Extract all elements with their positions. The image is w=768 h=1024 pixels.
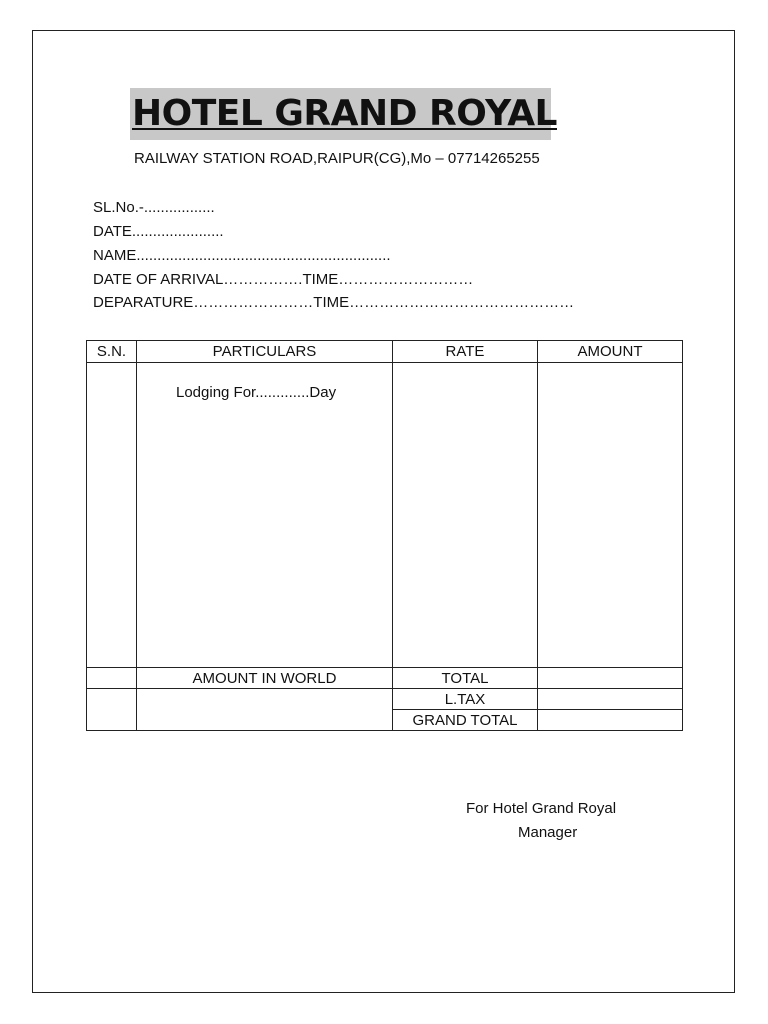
name-field: NAME............................................................. <box>93 247 391 264</box>
hotel-address: RAILWAY STATION ROAD,RAIPUR(CG),Mo – 07714265255 <box>134 150 540 167</box>
bill-table <box>86 340 683 731</box>
amount-in-words-cell <box>137 689 393 731</box>
total-row <box>87 668 683 689</box>
date-field: DATE...................... <box>93 223 224 240</box>
lodging-line: Lodging For.............Day <box>176 384 337 401</box>
column-header-rate: RATE <box>393 341 538 363</box>
amount-cell <box>538 363 683 668</box>
total-label: TOTAL <box>393 668 538 689</box>
column-header-amount: AMOUNT <box>538 341 683 363</box>
column-header-sn: S.N. <box>87 341 137 363</box>
rate-cell <box>393 363 538 668</box>
column-header-particulars: PARTICULARS <box>137 341 393 363</box>
ltax-row <box>87 689 683 710</box>
hotel-title: HOTEL GRAND ROYAL <box>132 93 557 134</box>
arrival-field: DATE OF ARRIVAL…………….TIME……………………… <box>93 271 474 288</box>
departure-field: DEPARATURE……………………TIME……………………………………… <box>93 294 575 311</box>
table-header-row <box>87 341 683 363</box>
serial-number-field: SL.No.-................. <box>93 199 215 216</box>
grand-total-label: GRAND TOTAL <box>393 710 538 731</box>
sn-cell <box>87 363 137 668</box>
grand-total-amount-cell <box>538 710 683 731</box>
ltax-label: L.TAX <box>393 689 538 710</box>
table-row <box>87 363 683 668</box>
total-amount-cell <box>538 668 683 689</box>
particulars-cell <box>137 363 393 668</box>
manager-signatory: Manager <box>518 824 578 841</box>
words-sn-cell <box>87 689 137 731</box>
for-hotel-line: For Hotel Grand Royal <box>466 800 617 817</box>
amount-in-words-label: AMOUNT IN WORLD <box>137 668 393 689</box>
total-sn-cell <box>87 668 137 689</box>
ltax-amount-cell <box>538 689 683 710</box>
